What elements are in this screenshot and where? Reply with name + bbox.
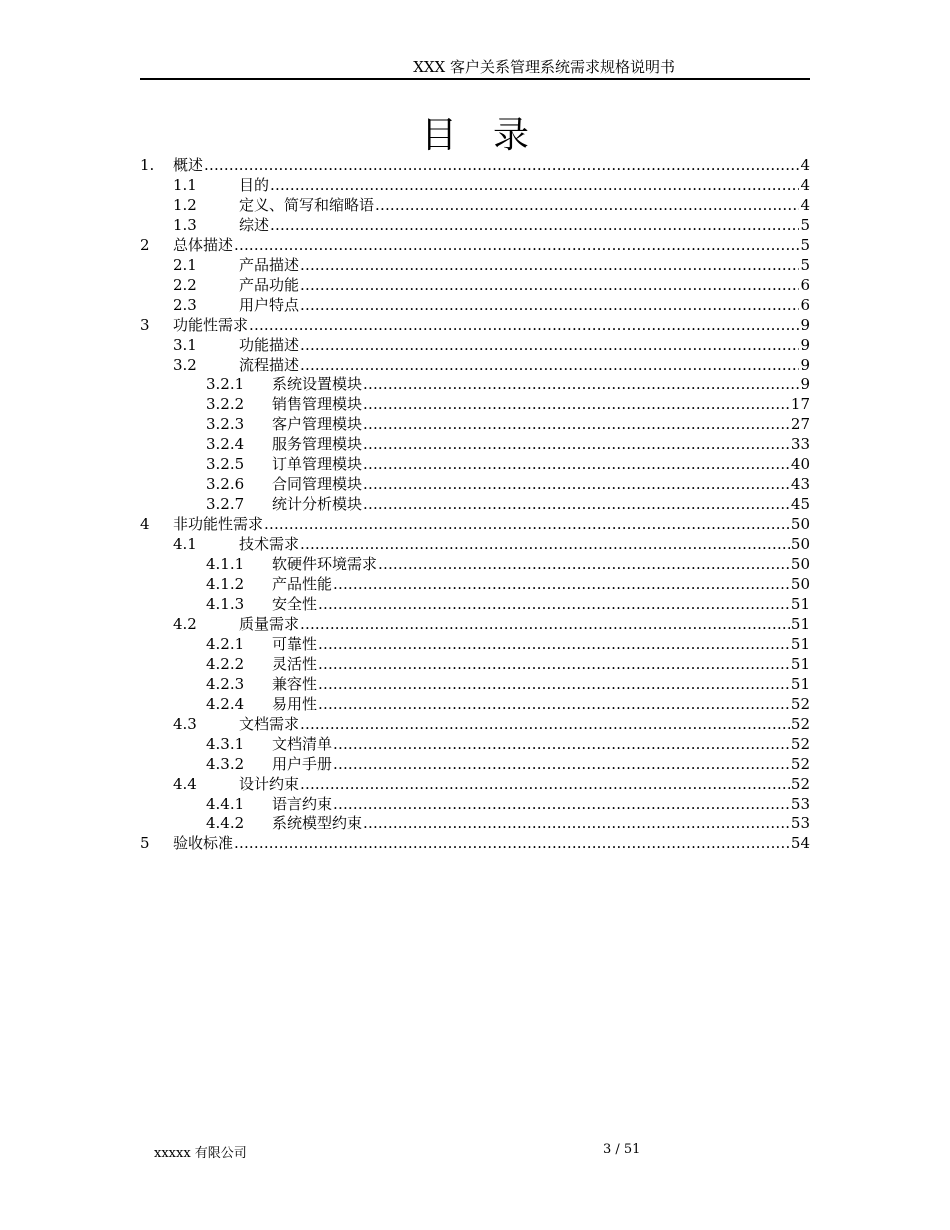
toc-entry-label: 验收标准 [173, 834, 234, 853]
toc-dot-leader [318, 675, 790, 695]
toc-dot-leader [270, 176, 799, 196]
toc-entry[interactable] [140, 635, 810, 655]
toc-dot-leader [300, 276, 799, 296]
toc-entry-label: 系统设置模块 [272, 375, 363, 394]
toc-entry-page: 43 [790, 475, 810, 494]
toc-entry[interactable] [140, 316, 810, 336]
toc-dot-leader [300, 715, 790, 735]
toc-entry-number: 3.2.7 [206, 495, 245, 514]
toc-entry-label: 功能性需求 [173, 315, 249, 334]
toc-dot-leader [300, 356, 799, 376]
toc-entry-number: 3.1 [173, 335, 197, 354]
toc-entry-page: 9 [800, 315, 810, 334]
toc-entry[interactable] [140, 555, 810, 575]
toc-entry[interactable] [140, 435, 810, 455]
toc-entry-page: 5 [800, 215, 810, 234]
toc-entry-label: 销售管理模块 [272, 395, 363, 414]
toc-entry[interactable] [140, 735, 810, 755]
toc-entry-label: 服务管理模块 [272, 435, 363, 454]
toc-dot-leader [318, 655, 790, 675]
toc-entry[interactable] [140, 256, 810, 276]
toc-entry[interactable] [140, 695, 810, 715]
toc-entry-label: 非功能性需求 [173, 515, 264, 534]
toc-entry-page: 54 [790, 834, 810, 853]
toc-entry-label: 产品功能 [239, 275, 300, 294]
toc-entry-label: 合同管理模块 [272, 475, 363, 494]
toc-dot-leader [234, 834, 790, 854]
toc-entry[interactable] [140, 216, 810, 236]
toc-entry-page: 6 [800, 275, 810, 294]
toc-entry[interactable] [140, 296, 810, 316]
toc-entry-page: 17 [790, 395, 810, 414]
toc-entry-label: 灵活性 [272, 654, 318, 673]
toc-entry-number: 3.2.3 [206, 415, 245, 434]
toc-entry-page: 52 [790, 734, 810, 753]
toc-title [0, 112, 950, 160]
toc-entry-number: 4.4.1 [206, 794, 245, 813]
toc-entry[interactable] [140, 455, 810, 475]
toc-entry-label: 定义、简写和缩略语 [239, 195, 375, 214]
toc-entry[interactable] [140, 675, 810, 695]
toc-entry-label: 文档需求 [239, 714, 300, 733]
toc-entry[interactable] [140, 236, 810, 256]
toc-dot-leader [300, 775, 790, 795]
toc-entry[interactable] [140, 475, 810, 495]
toc-entry-page: 52 [790, 754, 810, 773]
toc-entry[interactable] [140, 156, 810, 176]
toc-entry-page: 51 [790, 674, 810, 693]
toc-entry-number: 4.1.1 [206, 555, 245, 574]
toc-entry[interactable] [140, 276, 810, 296]
toc-dot-leader [318, 635, 790, 655]
toc-entry-page: 4 [800, 195, 810, 214]
toc-entry[interactable] [140, 495, 810, 515]
toc-entry-label: 产品描述 [239, 255, 300, 274]
toc-entry-number: 2.1 [173, 255, 197, 274]
toc-entry-number: 4.2.4 [206, 694, 245, 713]
toc-entry-label: 文档清单 [272, 734, 333, 753]
toc-entry-label: 技术需求 [239, 535, 300, 554]
toc-entry-page: 52 [790, 774, 810, 793]
toc-entry-label: 可靠性 [272, 634, 318, 653]
toc-entry-label: 订单管理模块 [272, 455, 363, 474]
toc-dot-leader [249, 316, 799, 336]
toc-dot-leader [363, 415, 790, 435]
toc-dot-leader [333, 575, 790, 595]
toc-entry[interactable] [140, 535, 810, 555]
toc-dot-leader [300, 615, 790, 635]
toc-dot-leader [318, 695, 790, 715]
toc-entry-page: 51 [790, 634, 810, 653]
toc-entry-page: 5 [800, 255, 810, 274]
toc-dot-leader [300, 535, 790, 555]
toc-entry-page: 51 [790, 594, 810, 613]
toc-entry-number: 2 [140, 235, 150, 254]
toc-entry-page: 6 [800, 295, 810, 314]
toc-entry-page: 50 [790, 515, 810, 534]
toc-entry-page: 50 [790, 555, 810, 574]
toc-dot-leader [363, 455, 790, 475]
page-footer [0, 1140, 950, 1160]
toc-entry[interactable] [140, 755, 810, 775]
toc-entry-number: 4.2.2 [206, 654, 245, 673]
toc-entry-number: 3.2.5 [206, 455, 245, 474]
toc-dot-leader [270, 216, 799, 236]
toc-entry-page: 50 [790, 535, 810, 554]
toc-entry-label: 语言约束 [272, 794, 333, 813]
toc-dot-leader [264, 515, 790, 535]
toc-dot-leader [378, 555, 790, 575]
toc-entry-number: 4.4.2 [206, 814, 245, 833]
toc-entry-number: 3.2.1 [206, 375, 245, 394]
toc-entry-page: 52 [790, 714, 810, 733]
toc-entry-page: 51 [790, 654, 810, 673]
toc-entry-label: 综述 [239, 215, 270, 234]
toc-entry-label: 功能描述 [239, 335, 300, 354]
toc-entry[interactable] [140, 375, 810, 395]
toc-entry[interactable] [140, 196, 810, 216]
page-header [140, 56, 810, 80]
toc-entry[interactable] [140, 515, 810, 535]
toc-entry-page: 53 [790, 794, 810, 813]
toc-entry-number: 5 [140, 834, 150, 853]
toc-title-char: 目 [420, 115, 457, 156]
toc-dot-leader [300, 336, 799, 356]
toc-entry-page: 27 [790, 415, 810, 434]
toc-entry-label: 客户管理模块 [272, 415, 363, 434]
toc-entry-label: 概述 [173, 156, 204, 174]
footer-company: xxxxx 有限公司 [154, 1146, 247, 1161]
footer-page-number: 3 / 51 [603, 1142, 641, 1157]
toc-entry-number: 1.3 [173, 215, 197, 234]
toc-entry-page: 4 [800, 156, 810, 174]
toc-entry-label: 软硬件环境需求 [272, 555, 378, 574]
toc-entry-page: 53 [790, 814, 810, 833]
toc-dot-leader [363, 475, 790, 495]
toc-entry-page: 33 [790, 435, 810, 454]
toc-entry-page: 9 [800, 375, 810, 394]
toc-entry-number: 3.2 [173, 355, 197, 374]
toc-entry-page: 51 [790, 614, 810, 633]
toc-entry[interactable] [140, 655, 810, 675]
toc-entry-page: 52 [790, 694, 810, 713]
toc-dot-leader [333, 755, 790, 775]
toc-entry-number: 2.3 [173, 295, 197, 314]
toc-entry-label: 系统模型约束 [272, 814, 363, 833]
toc-entry[interactable] [140, 356, 810, 376]
toc-entry[interactable] [140, 775, 810, 795]
toc-dot-leader [363, 375, 799, 395]
toc-entry-number: 3.2.4 [206, 435, 245, 454]
toc-entry-number: 4.3.2 [206, 754, 245, 773]
toc-entry-number: 4.2.3 [206, 674, 245, 693]
table-of-contents [140, 156, 810, 854]
toc-entry-label: 流程描述 [239, 355, 300, 374]
toc-entry-number: 4.2 [173, 614, 197, 633]
toc-entry-number: 4.1.2 [206, 575, 245, 594]
toc-entry-number: 3 [140, 315, 150, 334]
toc-entry[interactable] [140, 575, 810, 595]
toc-dot-leader [300, 256, 799, 276]
toc-entry-label: 质量需求 [239, 614, 300, 633]
toc-entry[interactable] [140, 595, 810, 615]
toc-dot-leader [363, 395, 790, 415]
toc-entry[interactable] [140, 395, 810, 415]
toc-entry-label: 安全性 [272, 594, 318, 613]
toc-entry-number: 3.2.2 [206, 395, 245, 414]
toc-entry-page: 4 [800, 175, 810, 194]
toc-dot-leader [234, 236, 799, 256]
toc-entry-label: 用户手册 [272, 754, 333, 773]
toc-title-char: 录 [493, 115, 530, 156]
toc-dot-leader [363, 435, 790, 455]
toc-entry-page: 40 [790, 455, 810, 474]
toc-entry-page: 9 [800, 355, 810, 374]
toc-dot-leader [333, 735, 790, 755]
toc-entry-number: 4.1.3 [206, 594, 245, 613]
toc-dot-leader [318, 595, 790, 615]
toc-entry-number: 4.3 [173, 714, 197, 733]
toc-dot-leader [300, 296, 799, 316]
toc-entry-page: 45 [790, 495, 810, 514]
toc-entry-number: 1.2 [173, 195, 197, 214]
toc-entry[interactable] [140, 834, 810, 854]
toc-entry-label: 统计分析模块 [272, 495, 363, 514]
toc-entry-number: 1.1 [173, 175, 197, 194]
toc-entry[interactable] [140, 615, 810, 635]
toc-dot-leader [363, 495, 790, 515]
toc-entry-number: 4.4 [173, 774, 197, 793]
toc-entry-number: 1. [140, 156, 155, 174]
toc-entry-number: 4.2.1 [206, 634, 245, 653]
document-title: XXX 客户关系管理系统需求规格说明书 [413, 58, 675, 76]
toc-entry-page: 9 [800, 335, 810, 354]
toc-entry[interactable] [140, 814, 810, 834]
toc-entry[interactable] [140, 795, 810, 815]
toc-entry-number: 3.2.6 [206, 475, 245, 494]
toc-entry-number: 4.3.1 [206, 734, 245, 753]
toc-entry-page: 50 [790, 575, 810, 594]
toc-dot-leader [363, 814, 790, 834]
toc-entry-label: 易用性 [272, 694, 318, 713]
toc-dot-leader [204, 156, 799, 176]
toc-entry[interactable] [140, 715, 810, 735]
toc-entry-label: 用户特点 [239, 295, 300, 314]
toc-entry-label: 总体描述 [173, 235, 234, 254]
toc-entry-label: 设计约束 [239, 774, 300, 793]
toc-dot-leader [375, 196, 799, 216]
toc-entry[interactable] [140, 336, 810, 356]
toc-entry-label: 产品性能 [272, 575, 333, 594]
toc-entry-number: 2.2 [173, 275, 197, 294]
toc-entry-label: 兼容性 [272, 674, 318, 693]
toc-entry-number: 4.1 [173, 535, 197, 554]
toc-entry[interactable] [140, 415, 810, 435]
toc-entry[interactable] [140, 176, 810, 196]
toc-entry-label: 目的 [239, 175, 270, 194]
toc-dot-leader [333, 795, 790, 815]
toc-entry-page: 5 [800, 235, 810, 254]
toc-entry-number: 4 [140, 515, 150, 534]
